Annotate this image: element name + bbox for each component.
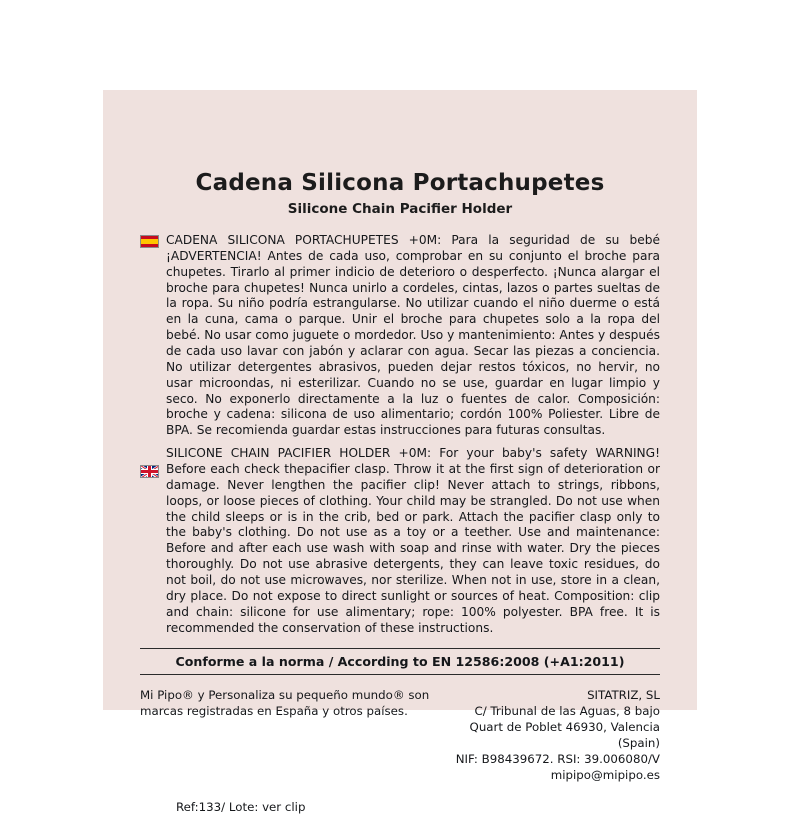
flag-spain-icon (140, 235, 159, 248)
trademark-note-line1: Mi Pipo® y Personaliza su pequeño mundo® son (140, 688, 430, 703)
company-address-line1: C/ Tribunal de las Aguas, 8 bajo (474, 704, 660, 719)
label-content (140, 90, 660, 814)
company-nif: NIF: B98439672. RSI: 39.006080/V (455, 752, 660, 767)
english-text: SILICONE CHAIN PACIFIER HOLDER +0M: For your baby's safety WARNING! Before each check thepacifier clasp. Throw it at the first sign of deterioration or damage. Never lengthen the pacifier clip! Never attach to strings, ribbons, loops, or loose pieces of clothing. Your child may be strangled. Do not use when the child sleeps or is in the crib, bed or park. Attach the pacifier clasp only to the baby's clothing. Do not use as a toy or a teether. Use and maintenance: Before and after each use wash with soap and rinse with water. Dry the pieces thoroughly. Do not use abrasive detergents, they can leave toxic residues, do not boil, do not use microwaves, nor sterilize. When not in use, store in a clean, dry place. Do not expose to direct sunlight or sources of heat. Composition: clip and chain: silicone for use alimentary; rope: 100% polyester. BPA free. It is recommended the conservation of these instructions. (166, 446, 660, 635)
page-subtitle: Silicone Chain Pacifier Holder (287, 201, 513, 217)
label-footer (140, 688, 660, 784)
trademark-note (140, 688, 440, 720)
standard-compliance-line: Conforme a la norma / According to EN 12586:2008 (+A1:2011) (140, 648, 660, 675)
english-paragraph (140, 446, 660, 636)
company-details (450, 688, 660, 784)
spanish-paragraph (140, 233, 660, 439)
company-name: SITATRIZ, SL (587, 688, 660, 703)
reference-lot-line: Ref:133/ Lote: ver clip (176, 800, 306, 814)
product-label-card (103, 90, 697, 814)
page-title: Cadena Silicona Portachupetes (195, 170, 605, 196)
flag-uk-icon (140, 465, 159, 478)
company-address-line2: Quart de Poblet 46930, Valencia (Spain) (469, 720, 660, 751)
company-email: mipipo@mipipo.es (550, 768, 660, 783)
spanish-text: CADENA SILICONA PORTACHUPETES +0M: Para la seguridad de su bebé ¡ADVERTENCIA! Antes de cada uso, comprobar en su conjunto el broche para chupetes. Tirarlo al primer indicio de deterioro o desperfecto. ¡Nunca alargar el broche para chupetes! Nunca unirlo a cordeles, cintas, lazos o partes sueltas de la ropa. Su niño podría estrangularse. No utilizar cuando el niño duerme o está en la cuna, cama o parque. Unir el broche para chupetes solo a la ropa del bebé. No usar como juguete o mordedor. Uso y mantenimiento: Antes y después de cada uso lavar con jabón y aclarar con agua. Secar las piezas a conciencia. No utilizar detergentes abrasivos, pueden dejar restos tóxicos, no hervir, no usar microondas, ni esterilizar. Cuando no se use, guardar en lugar limpio y seco. No exponerlo directamente a la luz o fuentes de calor. Composición: broche y cadena: silicona de uso alimentario; cordón 100% Poliester. Libre de BPA. Se recomienda guardar estas instrucciones para futuras consultas. (166, 233, 660, 438)
trademark-note-line2: marcas registradas en España y otros países. (140, 704, 408, 719)
instructions-block (140, 233, 660, 636)
